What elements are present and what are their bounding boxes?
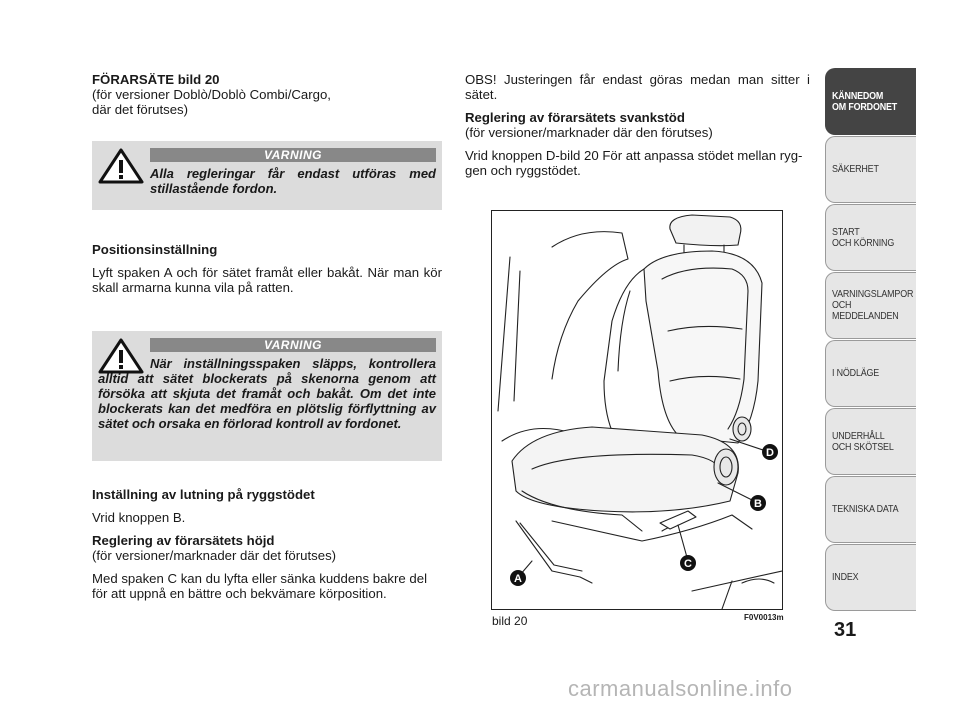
section-text-lumbar: Vrid knoppen D-bild 20 För att anpassa stödet mellan ryg-gen och ryggstödet. bbox=[465, 148, 803, 178]
chapter-tabs bbox=[825, 68, 916, 612]
heading-subtext-2: där det förutses) bbox=[92, 102, 189, 117]
section-title-tilt: Inställning av lutning på ryggstödet bbox=[92, 487, 315, 502]
tab-underhall[interactable] bbox=[825, 408, 916, 475]
tab-label: VARNINGSLAMPOR OCH MEDDELANDEN bbox=[832, 288, 914, 322]
warning-text-content: När inställningsspaken släpps, kontrollera alltid att sätet blockerats på skenorna genom att försöka att skjuta det framåt och bakåt. Om det inte blockerats kan det medföra en plötslig förflyttning av sätet och orsaka en förlorad kontroll av fordonet. bbox=[98, 356, 436, 431]
warning-label: VARNING bbox=[150, 148, 436, 162]
figure-code: F0V0013m bbox=[744, 613, 784, 622]
warning-triangle-icon bbox=[98, 147, 144, 185]
warning-box-2 bbox=[92, 331, 442, 461]
note-text: OBS! Justeringen får endast göras medan man sitter i sätet. bbox=[465, 72, 810, 102]
tab-nodlage[interactable] bbox=[825, 340, 916, 407]
svg-text:C: C bbox=[684, 558, 692, 570]
heading-subtext-1: (för versioner Doblò/Doblò Combi/Cargo, bbox=[92, 87, 331, 102]
tab-label: START OCH KÖRNING bbox=[832, 225, 895, 249]
section-subtext-lumbar: (för versioner/marknader där den förutses) bbox=[465, 125, 713, 140]
seat-figure bbox=[491, 210, 783, 610]
watermark: carmanualsonline.info bbox=[568, 676, 793, 701]
svg-text:B: B bbox=[754, 498, 762, 510]
figure-label-b bbox=[750, 495, 766, 511]
tab-index[interactable] bbox=[825, 544, 916, 611]
figure-label-c bbox=[680, 555, 696, 571]
section-text-tilt: Vrid knoppen B. bbox=[92, 510, 186, 525]
page-number: 31 bbox=[834, 619, 857, 641]
section-title-position: Positionsinställning bbox=[92, 242, 218, 257]
section-subtext-height: (för versioner/marknader där det förutses) bbox=[92, 548, 337, 563]
warning-label: VARNING bbox=[150, 338, 436, 352]
tab-sakerhet[interactable] bbox=[825, 136, 916, 203]
figure-label-a bbox=[510, 570, 526, 586]
svg-text:A: A bbox=[514, 573, 522, 585]
right-column bbox=[465, 72, 810, 178]
tab-label: UNDERHÅLL OCH SKÖTSEL bbox=[832, 429, 894, 453]
section-title-height: Reglering av förarsätets höjd bbox=[92, 533, 275, 548]
position-section bbox=[92, 242, 442, 295]
tab-varningslampor[interactable] bbox=[825, 272, 916, 339]
warning-text: Alla regleringar får endast utföras med stillastående fordon. bbox=[150, 166, 436, 196]
section-heading-driver-seat: FÖRARSÄTE bild 20 bbox=[92, 72, 220, 87]
tab-kannedom[interactable] bbox=[825, 68, 916, 135]
tilt-height-section bbox=[92, 487, 442, 601]
section-title-lumbar: Reglering av förarsätets svankstöd bbox=[465, 110, 685, 125]
tab-tekniska-data[interactable] bbox=[825, 476, 916, 543]
seat-illustration bbox=[492, 211, 782, 609]
warning-box-1 bbox=[92, 141, 442, 210]
left-column bbox=[92, 72, 442, 117]
figure-caption: bild 20 bbox=[492, 614, 528, 628]
tab-label: KÄNNEDOM OM FORDONET bbox=[832, 89, 898, 113]
tab-label: TEKNISKA DATA bbox=[832, 503, 899, 515]
warning-text bbox=[98, 356, 436, 431]
tab-label: INDEX bbox=[832, 571, 859, 583]
svg-text:D: D bbox=[766, 447, 774, 459]
figure-label-d bbox=[762, 444, 778, 460]
tab-label: SÄKERHET bbox=[832, 163, 879, 175]
section-text-position: Lyft spaken A och för sätet framåt eller bakåt. När man kör skall armarna kunna vila på ratten. bbox=[92, 265, 442, 295]
section-text-height: Med spaken C kan du lyfta eller sänka kuddens bakre del för att uppnå en bättre och bekvämare körposition. bbox=[92, 571, 428, 601]
tab-label: I NÖDLÄGE bbox=[832, 367, 880, 379]
tab-start[interactable] bbox=[825, 204, 916, 271]
